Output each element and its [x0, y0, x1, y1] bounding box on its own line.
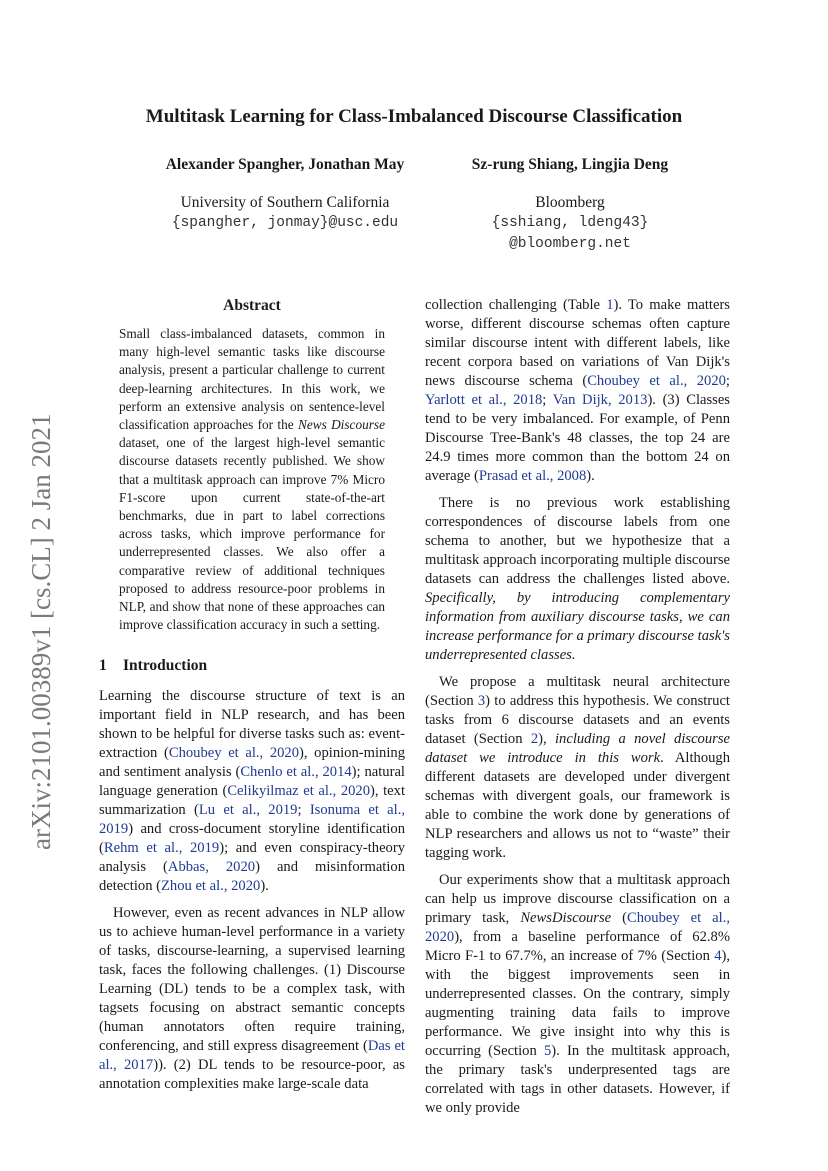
section-ref-link[interactable]: 3	[477, 693, 486, 709]
citation-link[interactable]: Abbas, 2020	[167, 859, 256, 876]
intro-paragraph-1: Learning the discourse structure of text is an important field in NLP research, and has been shown to be helpful for diverse tasks such as: event-extraction (Choubey et al., 2020), opinion-mining and sentiment analysis (Chenlo et al., 2014); natural language generation (Celikyilmaz et al., 2020), text summarization (Lu et al., 2019; Isonuma et al., 2019) and cross-document storyline identification (Rehm et al., 2019); and even conspiracy-theory analysis (Abbas, 2020) and misinformation detection (Zhou et al., 2020).	[99, 688, 406, 895]
table-ref-link[interactable]: 1	[606, 297, 614, 313]
section-ref-link[interactable]: 2	[530, 731, 539, 747]
author-block-usc	[130, 156, 440, 234]
citation-link[interactable]: Choubey et al., 2020	[587, 373, 726, 389]
intro-paragraph-3: There is no previous work establishing correspondences of discourse labels from one schema to another, but we hypothesize that a multitask approach incorporating multiple discourse datasets can address the challenges listed above. Specifically, by introducing complementary information from auxiliary discourse tasks, we can increase performance for a primary discourse task's underrepresented classes.	[425, 495, 730, 663]
citation-link[interactable]: Chenlo et al., 2014	[240, 764, 352, 781]
author-affiliation: University of Southern California	[180, 194, 390, 211]
paper-title: Multitask Learning for Class-Imbalanced Discourse Classification	[145, 106, 683, 127]
section-ref-link[interactable]: 5	[543, 1043, 552, 1059]
author-email: {spangher, jonmay}@usc.edu	[171, 215, 399, 231]
abstract-heading: Abstract	[223, 297, 281, 314]
right-column	[425, 296, 730, 1126]
arxiv-identifier	[20, 380, 60, 850]
abstract-body: Small class-imbalanced datasets, common in many high-level semantic tasks like discourse analysis, present a particular challenge to current deep-learning architectures. In this work, we perform an extensive analysis on sentence-level classification approaches for the News Discourse dataset, one of the largest high-level semantic discourse datasets recently published. We show that a multitask approach can improve 7% Micro F1-score upon current state-of-the-art benchmarks, due in part to label corrections across tasks, which improve performance for underrepresented classes. We also offer a comparative review of additional techniques proposed to address resource-poor problems in NLP, and show that none of these approaches can improve classification accuracy in such a setting.	[119, 326, 385, 633]
arxiv-id-text: arXiv:2101.00389v1 [cs.CL] 2 Jan 2021	[26, 413, 56, 850]
author-names: Sz-rung Shiang, Lingjia Deng	[471, 156, 669, 173]
author-email: {sshiang, ldeng43}	[491, 215, 649, 231]
author-email-domain: @bloomberg.net	[509, 236, 631, 252]
citation-link[interactable]: Prasad et al., 2008	[478, 468, 587, 484]
citation-link[interactable]: Rehm et al., 2019	[103, 840, 220, 857]
intro-paragraph-5: Our experiments show that a multitask approach can help us improve discourse classification on a primary task, NewsDiscourse (Choubey et al., 2020), from a baseline performance of 62.8% Micro F-1 to 67.7%, an increase of 7% (Section 4), with the biggest improvements seen in underrepresented classes. On the contrary, simply augmenting training data fails to improve performance. We give insight into why this is occurring (Section 5). In the multitask approach, the primary task's underpresented tags are correlated with tags in other datasets. However, if we only provide	[425, 872, 731, 1116]
section-ref-link[interactable]: 4	[714, 948, 722, 964]
citation-link[interactable]: Choubey et al., 2020	[168, 745, 300, 762]
intro-paragraph-4: We propose a multitask neural architecture (Section 3) to address this hypothesis. We construct tasks from 6 discourse datasets and an events dataset (Section 2), including a novel discourse dataset we introduce in this work. Although different datasets are developed under divergent schemas with divergent goals, our framework is able to combine the work done by generations of NLP researchers and allows us not to “waste” their tagging work.	[425, 674, 731, 861]
citation-link[interactable]: Das et al., 2017	[99, 1038, 405, 1074]
citation-link[interactable]: Lu et al., 2019	[198, 802, 298, 819]
left-column	[99, 296, 405, 1102]
intro-paragraph-2-continued: collection challenging (Table 1). To make matters worse, different discourse schemas often capture similar discourse intent with different labels, like recent corpora based on variations of Van Dijk's news discourse schema (Choubey et al., 2020; Yarlott et al., 2018; Van Dijk, 2013). (3) Classes tend to be very imbalanced. For example, of Penn Discourse Tree-Bank's 48 classes, the top 24 are 24.9 times more common than the bottom 24 on average (Prasad et al., 2008).	[425, 297, 730, 484]
citation-link[interactable]: Zhou et al., 2020	[161, 878, 261, 895]
citation-link[interactable]: Celikyilmaz et al., 2020	[227, 783, 371, 800]
section-heading-introduction: 1 Introduction	[99, 657, 208, 675]
author-block-bloomberg	[430, 156, 710, 255]
author-affiliation: Bloomberg	[535, 194, 605, 211]
author-names: Alexander Spangher, Jonathan May	[165, 156, 405, 173]
citation-link[interactable]: Isonuma et al., 2019	[99, 802, 405, 838]
citation-link[interactable]: Choubey et al., 2020	[425, 910, 731, 945]
citation-link[interactable]: Van Dijk, 2013	[552, 392, 648, 408]
citation-link[interactable]: Yarlott et al., 2018	[425, 392, 543, 408]
intro-paragraph-2: However, even as recent advances in NLP allow us to achieve human-level performance in a variety of tasks, discourse-learning, a supervised learning task, faces the following challenges. (1) Discourse Learning (DL) tends to be a complex task, with tagsets focusing on abstract semantic concepts (human annotators often require training, conferencing, and still express disagreement (Das et al., 2017)). (2) DL tends to be resource-poor, as annotation complexities make large-scale data	[99, 905, 405, 1093]
